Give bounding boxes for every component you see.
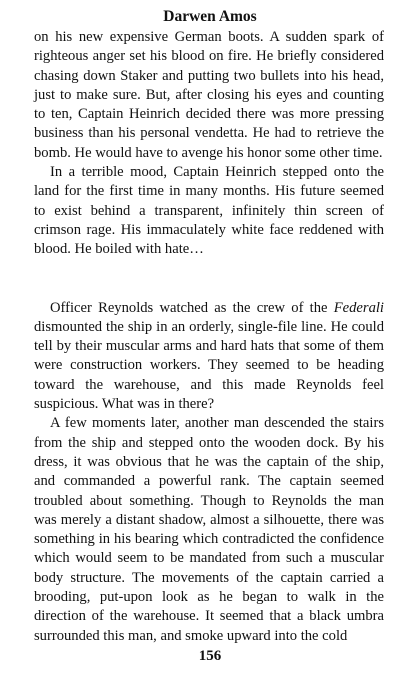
paragraph-text: Officer Reynolds watched as the crew of the (50, 299, 334, 316)
paragraph-scene-start (34, 299, 384, 415)
paragraph-text: dismounted the ship in an orderly, single-file line. He could tell by their muscular arms and hard hats that some of them were construction workers. They seemed to be heading toward the warehouse, and this made Reynolds feel suspicious. What was in there? (34, 318, 384, 413)
page-number: 156 (198, 648, 222, 664)
ship-name: Federali (333, 299, 384, 316)
body-text (34, 28, 384, 646)
running-header: Darwen Amos (163, 8, 257, 25)
paragraph: In a terrible mood, Captain Heinrich stepped onto the land for the first time in many months. His future seemed to exist behind a transparent, infinitely thin screen of crimson rage. His immaculately white face reddened with blood. He boiled with hate… (34, 164, 384, 258)
paragraph: A few moments later, another man descended the stairs from the ship and stepped onto the wooden dock. By his dress, it was obvious that he was the captain of the ship, and commanded a powerful rank. The captain seemed troubled about something. Though to Reynolds the man was merely a distant shadow, almost a silhouette, there was something in his bearing which contradicted the confidence which would seem to be mandated from such a muscular body structure. The movements of the captain carried a brooding, put-upon look as he began to walk in the direction of the warehouse. It seemed that a black umbra surrounded this man, and smoke upward into the cold (34, 415, 384, 644)
paragraph-continuation: on his new expensive German boots. A sudden spark of righteous anger set his blood on fire. He briefly considered chasing down Staker and putting two bullets into his head, just to make sure. But, after closing his eyes and counting to ten, Captain Heinrich decided there was more pressing business than his personal vendetta. He had to retrieve the bomb. He would have to avenge his honor some other time. (34, 29, 384, 161)
